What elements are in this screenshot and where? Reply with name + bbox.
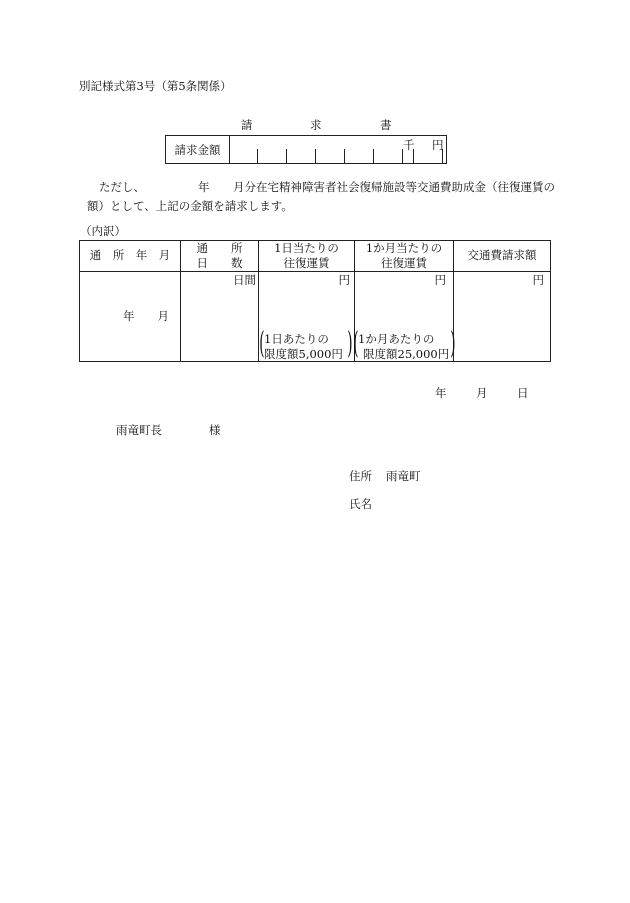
days-unit: 日間 <box>233 273 256 287</box>
title-char: 請 <box>241 118 253 132</box>
statement-line2: 額）として、上記の金額を請求します。 <box>87 199 293 213</box>
cell-monthly-fare[interactable]: 円 ( ) 1か月あたりの 限度額25,000円 <box>353 273 456 361</box>
header-daily-fare-line2: 往復運賃 <box>283 256 330 270</box>
title-char: 求 <box>310 118 322 132</box>
statement-year: 年 <box>198 180 210 194</box>
header-daily-fare-line1: 1日当たりの <box>274 241 339 255</box>
header-monthly-fare-line1: 1か月当たりの <box>365 241 443 255</box>
monthly-fare-yen: 円 <box>434 273 446 287</box>
header-days-line1: 通 所 <box>196 241 243 255</box>
date-year: 年 <box>435 386 447 400</box>
address-label: 住所 <box>349 469 372 483</box>
date-month: 月 <box>476 386 488 400</box>
header-month: 通 所 年 月 <box>89 248 171 262</box>
amount-label: 請求金額 <box>166 136 230 163</box>
digit-divider <box>286 149 287 163</box>
header-monthly-fare-line2: 往復運賃 <box>381 256 427 270</box>
daily-limit-line1: 1日あたりの <box>264 332 329 346</box>
cell-days[interactable] <box>181 271 258 361</box>
addressee-name: 雨竜町長 <box>116 423 162 437</box>
cell-year-month[interactable] <box>80 271 180 361</box>
breakdown-label: （内訳） <box>80 224 126 238</box>
monthly-limit-line2: 限度額25,000円 <box>363 347 450 361</box>
year-month-text: 年 月 <box>123 309 169 323</box>
header-claim-amount: 交通費請求額 <box>467 248 537 262</box>
daily-limit-line2: 限度額5,000円 <box>264 347 343 361</box>
date-day: 日 <box>517 386 529 400</box>
cell-claim-amount[interactable] <box>454 271 550 361</box>
digit-divider <box>257 149 258 163</box>
title-char: 書 <box>380 118 392 132</box>
header-daily-fare <box>259 241 354 271</box>
cell-daily-fare[interactable]: 円 ( ) 1日あたりの 限度額5,000円 <box>259 273 353 361</box>
digit-divider <box>315 149 316 163</box>
header-days <box>181 241 258 271</box>
digit-divider <box>344 149 345 163</box>
header-monthly-fare <box>355 241 453 271</box>
address-value[interactable]: 雨竜町 <box>386 469 421 483</box>
amount-field[interactable] <box>230 136 446 163</box>
statement-rest: 月分在宅精神障害者社会復帰施設等交通費助成金（往復運賃の <box>233 180 555 194</box>
header-days-line2: 日 数 <box>196 256 243 270</box>
claim-amount-yen: 円 <box>532 273 544 287</box>
digit-divider <box>373 149 374 163</box>
amount-box <box>165 135 447 164</box>
form-number: 別記様式第3号（第5条関係） <box>79 79 232 93</box>
thousand-unit: 千 <box>403 138 415 152</box>
yen-unit: 円 <box>432 138 444 152</box>
breakdown-table <box>79 240 551 362</box>
monthly-limit-line1: 1か月あたりの <box>358 332 435 346</box>
name-label: 氏名 <box>349 497 372 511</box>
addressee-honorific: 様 <box>209 423 221 437</box>
statement-prefix: ただし、 <box>99 180 145 194</box>
daily-fare-yen: 円 <box>338 273 350 287</box>
